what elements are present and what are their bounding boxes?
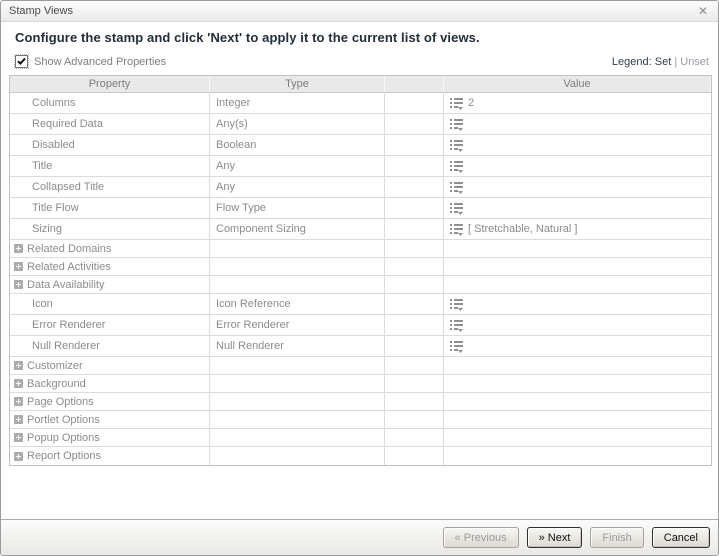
property-name: Portlet Options (27, 413, 100, 426)
header-spacer (385, 76, 444, 92)
group-row[interactable] (10, 240, 711, 258)
expand-plus-icon[interactable] (14, 262, 23, 271)
type-cell (210, 258, 385, 275)
spacer-cell (385, 375, 444, 392)
property-name: Popup Options (27, 431, 100, 444)
group-row[interactable] (10, 276, 711, 294)
spacer-cell (385, 276, 444, 293)
type-name: Boolean (216, 139, 257, 151)
value-cell (444, 411, 711, 428)
value-cell[interactable] (444, 315, 711, 335)
expand-plus-icon[interactable] (14, 379, 23, 388)
property-name: Icon (32, 298, 53, 310)
property-row[interactable] (10, 294, 711, 315)
group-row[interactable] (10, 258, 711, 276)
type-name: Error Renderer (216, 319, 290, 331)
finish-button[interactable]: Finish (590, 527, 643, 548)
spacer-cell (385, 411, 444, 428)
type-cell (210, 114, 385, 134)
value-cell[interactable] (444, 294, 711, 314)
type-name: Icon Reference (216, 298, 291, 310)
type-name: Null Renderer (216, 340, 284, 352)
type-cell (210, 135, 385, 155)
type-cell (210, 429, 385, 446)
property-cell (10, 93, 210, 113)
spacer-cell (385, 240, 444, 257)
property-row[interactable] (10, 315, 711, 336)
property-cell (10, 375, 210, 392)
legend-label: Legend: (611, 55, 652, 68)
spacer-cell (385, 429, 444, 446)
legend-unset-label: Unset (680, 55, 709, 68)
value-list-dropdown-icon[interactable] (450, 319, 463, 332)
property-cell (10, 411, 210, 428)
group-row[interactable] (10, 357, 711, 375)
type-cell (210, 177, 385, 197)
spacer-cell (385, 315, 444, 335)
title-bar (1, 1, 718, 22)
spacer-cell (385, 177, 444, 197)
value-cell[interactable] (444, 93, 711, 113)
expand-plus-icon[interactable] (14, 397, 23, 406)
property-name: Related Activities (27, 260, 111, 273)
header-value: Value (444, 76, 711, 92)
header-property: Property (10, 76, 210, 92)
spacer-cell (385, 294, 444, 314)
expand-plus-icon[interactable] (14, 280, 23, 289)
property-name: Collapsed Title (32, 181, 105, 193)
value-list-dropdown-icon[interactable] (450, 223, 463, 236)
property-cell (10, 276, 210, 293)
expand-plus-icon[interactable] (14, 433, 23, 442)
property-name: Page Options (27, 395, 94, 408)
property-cell (10, 156, 210, 176)
type-cell (210, 411, 385, 428)
value-cell (444, 258, 711, 275)
value-list-dropdown-icon[interactable] (450, 160, 463, 173)
spacer-cell (385, 198, 444, 218)
value-text: 2 (468, 97, 475, 109)
spacer-cell (385, 93, 444, 113)
value-cell[interactable] (444, 177, 711, 197)
value-cell[interactable] (444, 219, 711, 239)
value-list-dropdown-icon[interactable] (450, 298, 463, 311)
property-name: Customizer (27, 359, 83, 372)
property-cell (10, 198, 210, 218)
property-row[interactable] (10, 93, 711, 114)
expand-plus-icon[interactable] (14, 244, 23, 253)
header-type: Type (210, 76, 385, 92)
close-icon[interactable]: ✕ (697, 4, 708, 18)
property-name: Background (27, 377, 86, 390)
value-text: [ Stretchable, Natural ] (468, 223, 578, 235)
cancel-button[interactable]: Cancel (652, 527, 710, 548)
legend (612, 56, 709, 68)
property-row[interactable] (10, 156, 711, 177)
value-list-dropdown-icon[interactable] (450, 340, 463, 353)
type-name: Any(s) (216, 118, 248, 130)
spacer-cell (385, 336, 444, 356)
type-name: Any (216, 160, 235, 172)
show-advanced-checkbox[interactable] (15, 55, 166, 68)
type-cell (210, 198, 385, 218)
expand-plus-icon[interactable] (14, 452, 23, 461)
property-cell (10, 357, 210, 374)
value-cell[interactable] (444, 198, 711, 218)
button-bar (1, 519, 718, 555)
value-cell (444, 276, 711, 293)
next-button[interactable]: » Next (527, 527, 583, 548)
value-cell[interactable] (444, 135, 711, 155)
properties-table-body (10, 93, 711, 465)
property-cell (10, 135, 210, 155)
property-name: Disabled (32, 139, 75, 151)
property-cell (10, 315, 210, 335)
property-cell (10, 294, 210, 314)
property-row[interactable] (10, 135, 711, 156)
property-row[interactable] (10, 336, 711, 357)
value-list-dropdown-icon[interactable] (450, 202, 463, 215)
spacer-cell (385, 135, 444, 155)
property-cell (10, 219, 210, 239)
spacer-cell (385, 357, 444, 374)
show-advanced-label: Show Advanced Properties (34, 55, 167, 68)
controls-row (15, 54, 709, 69)
type-cell (210, 393, 385, 410)
spacer-cell (385, 447, 444, 465)
value-cell (444, 447, 711, 465)
previous-button[interactable]: « Previous (443, 527, 519, 548)
type-cell (210, 375, 385, 392)
value-cell (444, 357, 711, 374)
spacer-cell (385, 258, 444, 275)
value-list-dropdown-icon[interactable] (450, 181, 463, 194)
properties-table (9, 75, 712, 466)
property-cell (10, 114, 210, 134)
property-cell (10, 393, 210, 410)
table-header-row (10, 76, 711, 93)
type-cell (210, 357, 385, 374)
value-cell[interactable] (444, 336, 711, 356)
expand-plus-icon[interactable] (14, 415, 23, 424)
property-name: Report Options (27, 450, 101, 462)
property-cell (10, 336, 210, 356)
spacer-cell (385, 156, 444, 176)
spacer-cell (385, 219, 444, 239)
value-list-dropdown-icon[interactable] (450, 97, 463, 110)
property-name: Null Renderer (32, 340, 100, 352)
property-cell (10, 240, 210, 257)
value-cell (444, 375, 711, 392)
property-cell (10, 258, 210, 275)
property-cell (10, 447, 210, 465)
value-cell (444, 240, 711, 257)
type-name: Integer (216, 97, 251, 109)
value-cell[interactable] (444, 156, 711, 176)
type-name: Any (216, 181, 235, 193)
value-cell (444, 393, 711, 410)
property-name: Title (32, 160, 53, 172)
property-name: Required Data (32, 118, 103, 130)
type-cell (210, 447, 385, 465)
type-name: Flow Type (216, 202, 266, 214)
type-cell (210, 315, 385, 335)
type-cell (210, 294, 385, 314)
property-row[interactable] (10, 198, 711, 219)
window-title: Stamp Views (9, 5, 73, 17)
group-row[interactable] (10, 375, 711, 393)
type-cell (210, 156, 385, 176)
expand-plus-icon[interactable] (14, 361, 23, 370)
property-name: Related Domains (27, 242, 112, 255)
group-row[interactable] (10, 411, 711, 429)
type-cell (210, 336, 385, 356)
value-list-dropdown-icon[interactable] (450, 118, 463, 131)
property-cell (10, 429, 210, 446)
checkbox-check-icon[interactable] (15, 55, 28, 68)
group-row[interactable] (10, 447, 711, 465)
property-cell (10, 177, 210, 197)
type-cell (210, 276, 385, 293)
property-row[interactable] (10, 177, 711, 198)
group-row[interactable] (10, 393, 711, 411)
legend-set-label: Set (654, 55, 672, 68)
value-cell (444, 429, 711, 446)
value-cell[interactable] (444, 114, 711, 134)
type-cell (210, 93, 385, 113)
group-row[interactable] (10, 429, 711, 447)
legend-divider: | (674, 55, 678, 68)
property-name: Error Renderer (32, 319, 106, 331)
property-name: Sizing (32, 223, 62, 235)
property-row[interactable] (10, 114, 711, 135)
property-row[interactable] (10, 219, 711, 240)
type-name: Component Sizing (216, 223, 306, 235)
spacer-cell (385, 393, 444, 410)
instruction-text: Configure the stamp and click 'Next' to apply it to the current list of views. (15, 30, 480, 45)
type-cell (210, 240, 385, 257)
property-name: Data Availability (27, 278, 105, 291)
spacer-cell (385, 114, 444, 134)
property-name: Title Flow (32, 202, 79, 214)
property-name: Columns (32, 97, 76, 109)
value-list-dropdown-icon[interactable] (450, 139, 463, 152)
type-cell (210, 219, 385, 239)
